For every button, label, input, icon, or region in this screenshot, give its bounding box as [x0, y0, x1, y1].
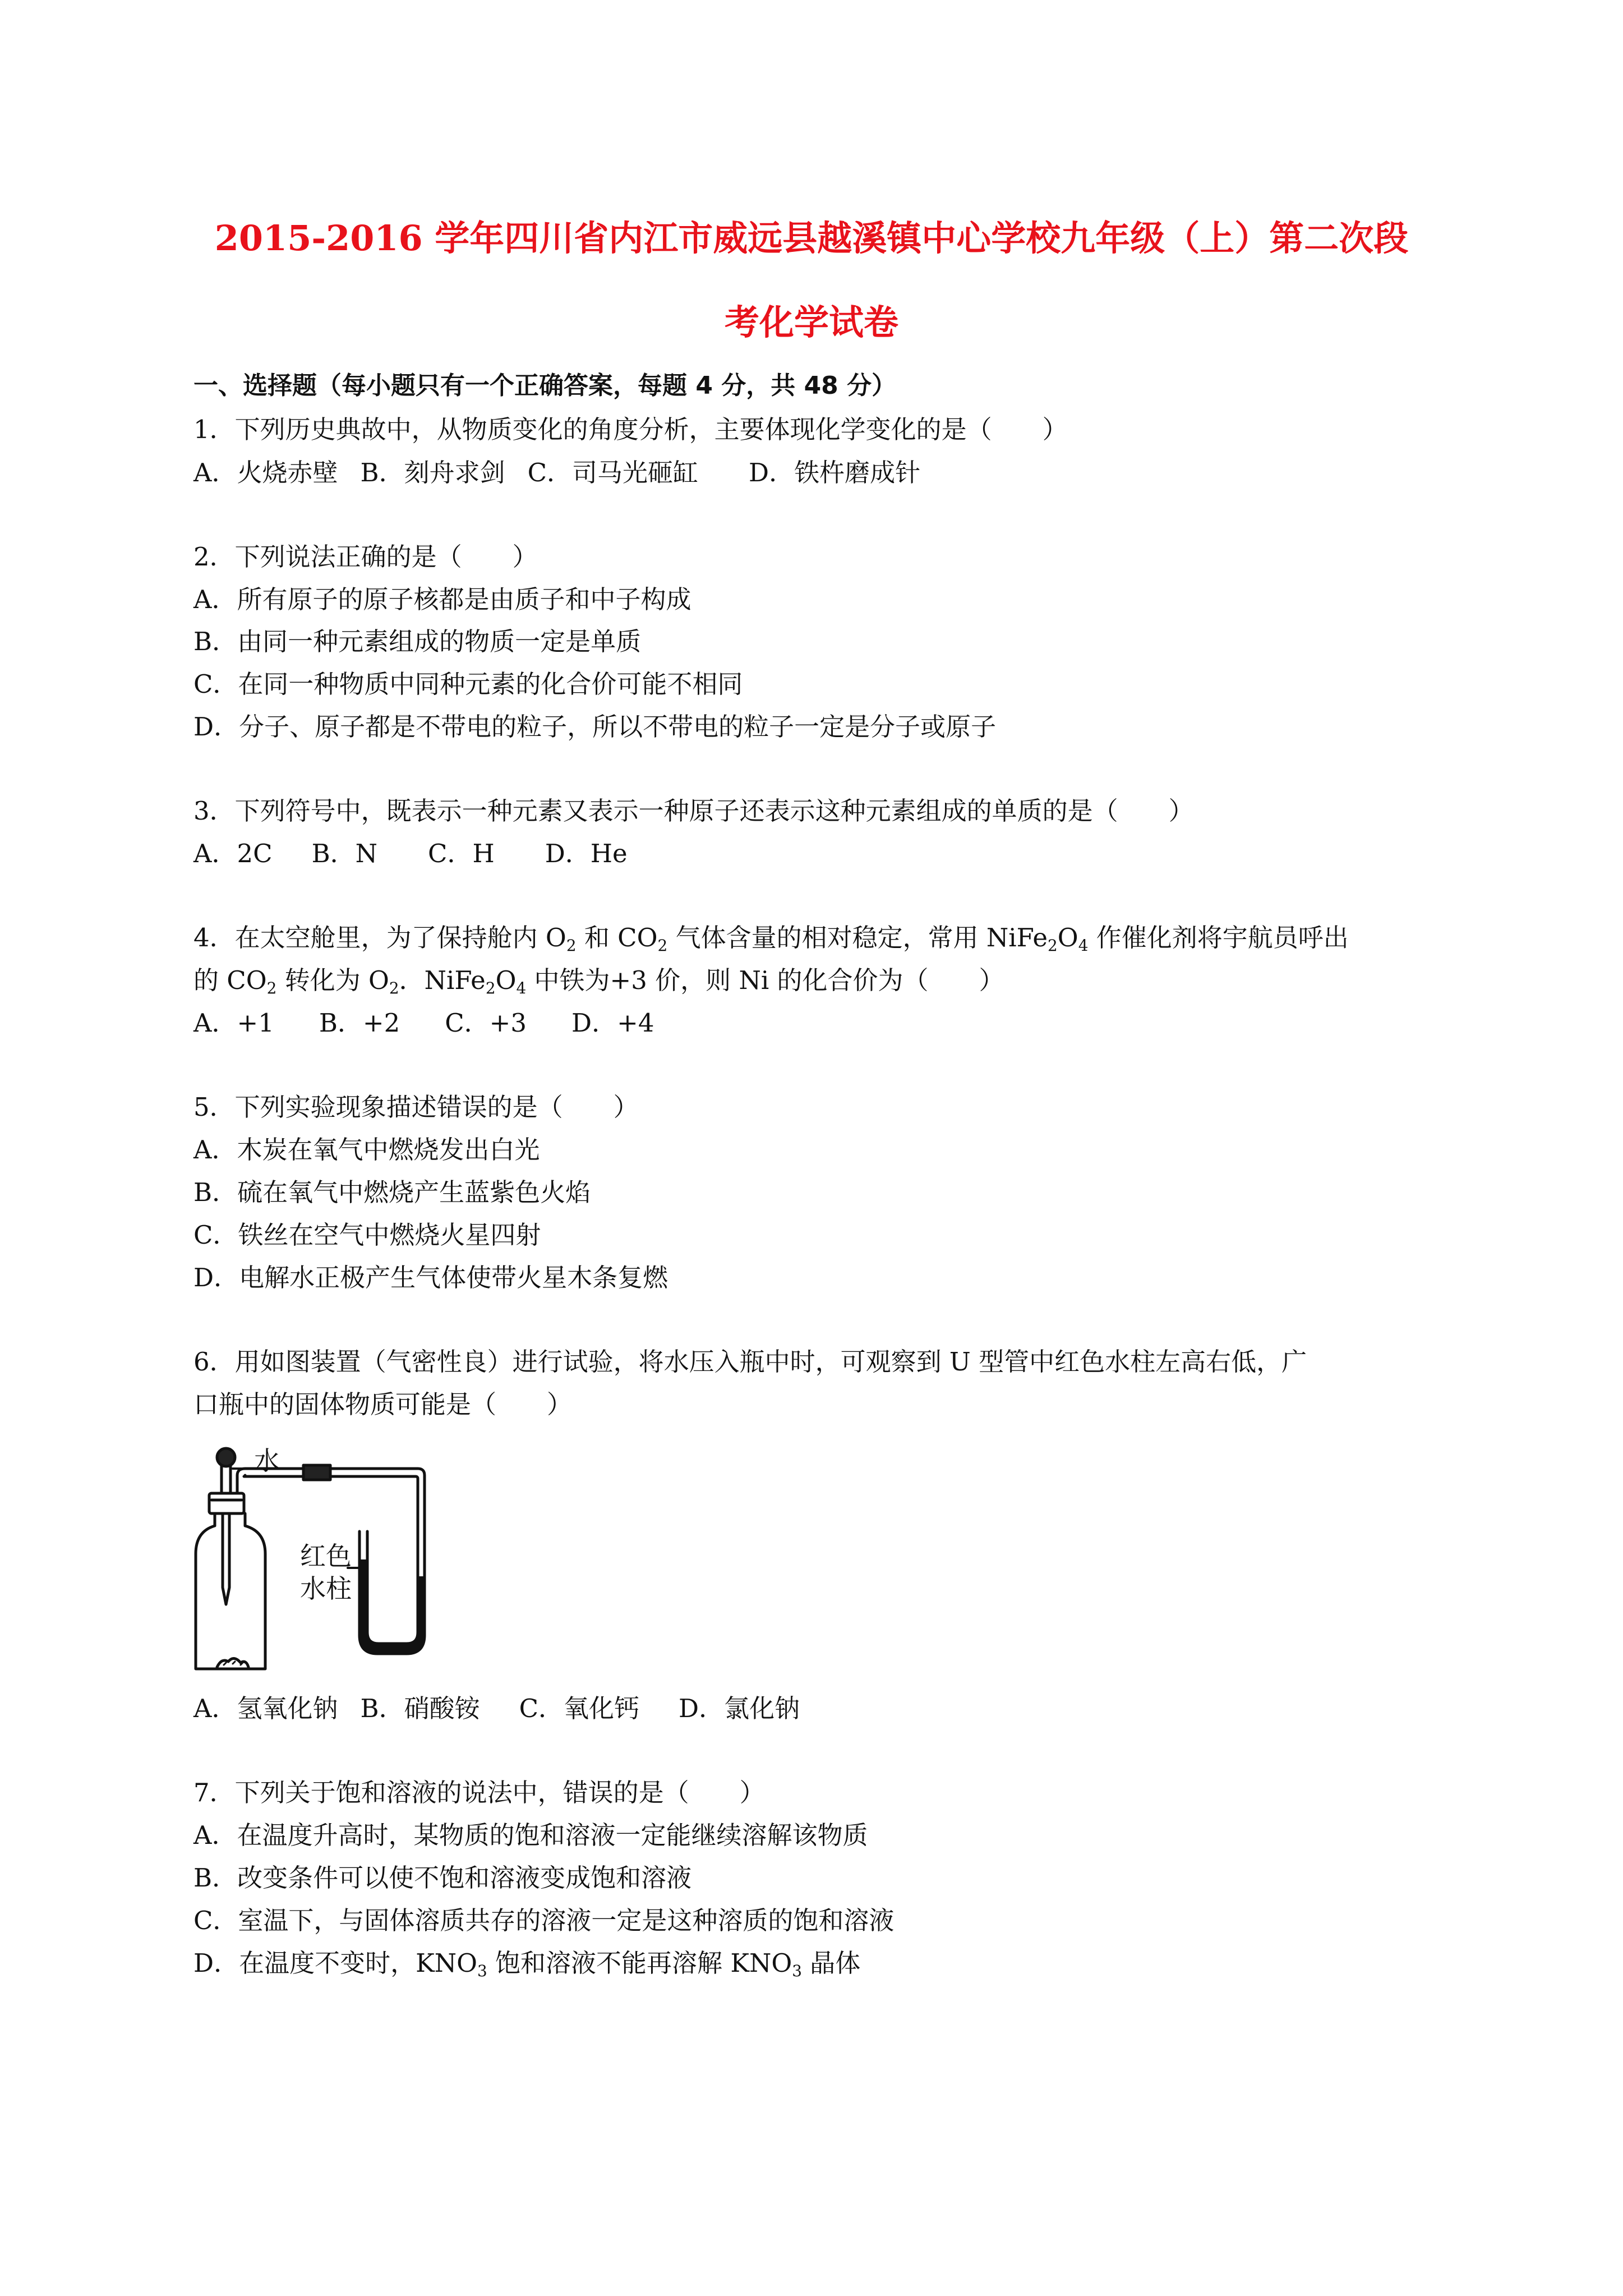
option: D．铁杵磨成针: [749, 458, 921, 487]
question-6-options: [193, 1693, 822, 1724]
text: 的 CO: [193, 965, 267, 995]
question-2-option-d: D．分子、原子都是不带电的粒子，所以不带电的粒子一定是分子或原子: [193, 712, 997, 742]
text: 饱和溶液不能再溶解 KNO: [487, 1948, 792, 1978]
label-red-1: 红色: [300, 1541, 352, 1571]
text: 转化为 O: [276, 965, 389, 995]
option: C．+3: [445, 1008, 527, 1038]
subscript: 2: [485, 978, 496, 997]
option: C．H: [428, 839, 495, 868]
exam-title-line-1: 2015-2016 学年四川省内江市威远县越溪镇中心学校九年级（上）第二次段: [214, 218, 1409, 259]
question-7-option-c: C．室温下，与固体溶质共存的溶液一定是这种溶质的饱和溶液: [193, 1906, 895, 1935]
dropper-bulb-icon: [217, 1448, 235, 1466]
text: 晶体: [801, 1948, 861, 1978]
label-water: 水: [254, 1446, 280, 1476]
option: A．氢氧化钠: [193, 1694, 338, 1723]
u-tube-outer: [359, 1531, 425, 1654]
subscript: 2: [566, 936, 577, 955]
exam-title-line-2: 考化学试卷: [724, 302, 898, 343]
rubber-connector: [303, 1465, 330, 1480]
text: ．NiFe: [399, 965, 486, 995]
text: O: [495, 965, 517, 995]
label-red-2: 水柱: [300, 1573, 352, 1604]
question-5-stem: 5．下列实验现象描述错误的是（ ）: [193, 1092, 639, 1122]
question-5-option-a: A．木炭在氧气中燃烧发出白光: [193, 1135, 540, 1165]
subscript: 3: [792, 1961, 802, 1980]
option: D．He: [545, 839, 628, 868]
question-2-stem: 2．下列说法正确的是（ ）: [193, 542, 538, 572]
subscript: 4: [516, 978, 527, 997]
option: D．氯化钠: [679, 1694, 800, 1723]
question-2-option-b: B．由同一种元素组成的物质一定是单质: [193, 627, 642, 656]
u-tube-inner: [367, 1531, 418, 1644]
option: B．刻舟求剑: [360, 458, 505, 487]
dropper-stem: [222, 1466, 230, 1493]
question-2-option-c: C．在同一种物质中同种元素的化合价可能不相同: [193, 669, 743, 699]
option: B．硝酸铵: [360, 1694, 480, 1723]
subscript: 2: [657, 936, 668, 955]
option: C．司马光砸缸: [527, 458, 699, 487]
question-5-option-c: C．铁丝在空气中燃烧火星四射: [193, 1220, 541, 1250]
question-6-stem-line-2: 口瓶中的固体物质可能是（ ）: [193, 1389, 573, 1419]
question-4-options: [193, 1007, 676, 1039]
text: 4．在太空舱里，为了保持舱内 O: [193, 923, 566, 953]
option: A．2C: [193, 839, 273, 868]
option: B．+2: [319, 1008, 400, 1038]
option: C．氧化钙: [519, 1694, 640, 1723]
dropper-tip: [223, 1513, 229, 1604]
section-heading: 一、选择题（每小题只有一个正确答案，每题 4 分，共 48 分）: [193, 371, 897, 400]
subscript: 4: [1078, 936, 1089, 955]
question-4-stem-line-1: [193, 922, 1349, 954]
question-7-option-d: [193, 1948, 860, 1979]
option: B．N: [311, 839, 378, 868]
stopper: [209, 1493, 244, 1513]
subscript: 2: [1048, 936, 1058, 955]
text: 作催化剂将宇航员呼出: [1088, 923, 1349, 953]
question-7-option-a: A．在温度升高时，某物质的饱和溶液一定能继续溶解该物质: [193, 1820, 868, 1850]
question-5-option-b: B．硫在氧气中燃烧产生蓝紫色火焰: [193, 1177, 591, 1207]
question-1-options: [193, 457, 943, 489]
option: A．+1: [193, 1008, 274, 1038]
question-2-option-a: A．所有原子的原子核都是由质子和中子构成: [193, 585, 691, 614]
question-5-option-d: D．电解水正极产生气体使带火星木条复燃: [193, 1263, 668, 1292]
text: D．在温度不变时，KNO: [193, 1948, 477, 1978]
question-3-options: [193, 838, 650, 869]
question-7-stem: 7．下列关于饱和溶液的说法中，错误的是（ ）: [193, 1778, 765, 1807]
option: D．+4: [571, 1008, 654, 1038]
subscript: 2: [266, 978, 277, 997]
text: 和 CO: [576, 923, 658, 953]
question-3-stem: 3．下列符号中，既表示一种元素又表示一种原子还表示这种元素组成的单质的是（ ）: [193, 796, 1194, 826]
question-4-stem-line-2: [193, 965, 1004, 996]
subscript: 3: [477, 1961, 487, 1980]
apparatus-figure: [193, 1442, 485, 1683]
question-6-stem-line-1: 6．用如图装置（气密性良）进行试验，将水压入瓶中时，可观察到 U 型管中红色水柱左高右低，广: [193, 1347, 1307, 1377]
option: A．火烧赤壁: [193, 458, 338, 487]
text: 中铁为+3 价，则 Ni 的化合价为（ ）: [526, 965, 1004, 995]
question-1-stem: 1．下列历史典故中，从物质变化的角度分析，主要体现化学变化的是（ ）: [193, 415, 1068, 444]
text: 气体含量的相对稳定，常用 NiFe: [667, 923, 1048, 953]
question-7-option-b: B．改变条件可以使不饱和溶液变成饱和溶液: [193, 1863, 692, 1893]
text: O: [1057, 923, 1078, 953]
subscript: 2: [389, 978, 399, 997]
